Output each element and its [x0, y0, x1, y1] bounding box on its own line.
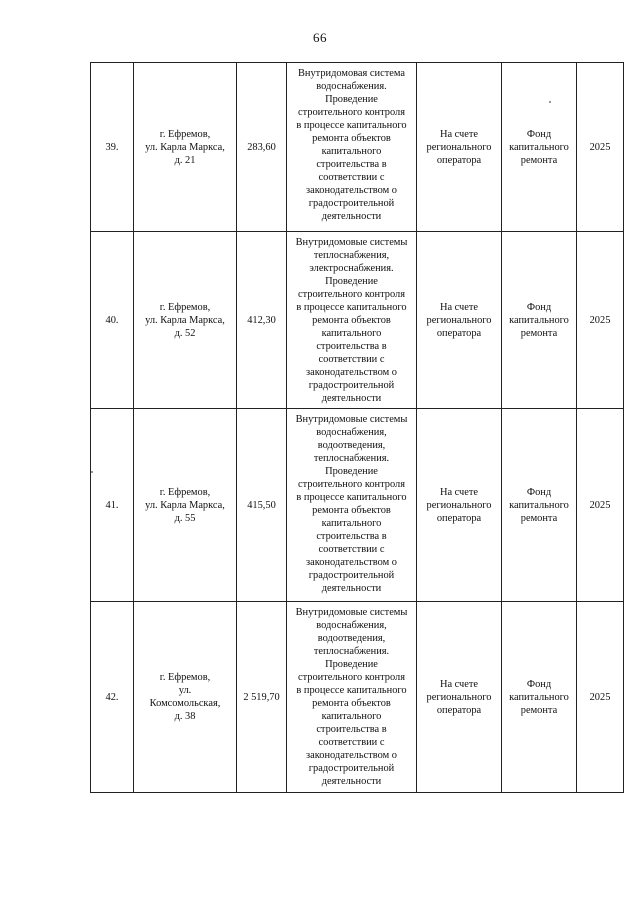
address-line: г. Ефремов,: [159, 486, 211, 498]
row-number: 41.: [91, 409, 134, 602]
table-row: [91, 409, 624, 602]
funding-source-cell: [502, 602, 577, 793]
year-cell: 2025: [577, 602, 624, 793]
source-line: капитального: [509, 499, 569, 511]
works-line: строительства в: [316, 159, 387, 170]
works-line: капитального: [321, 328, 382, 339]
works-line: теплоснабжения.: [313, 453, 390, 464]
works-line: строительного контроля: [297, 107, 406, 118]
works-line: Внутридомовые системы: [295, 607, 408, 618]
account-line: оператора: [436, 327, 482, 339]
works-line: водоотведения,: [317, 440, 386, 451]
year-cell: 2025: [577, 63, 624, 232]
works-cell: [287, 409, 417, 602]
works-line: электроснабжения.: [309, 263, 394, 274]
account-line: На счете: [439, 128, 479, 140]
address-line: д. 21: [174, 154, 196, 166]
works-line: законодательством о: [306, 557, 397, 568]
works-line: Проведение: [325, 94, 378, 105]
source-line: капитального: [509, 141, 569, 153]
table-row: [91, 232, 624, 409]
works-line: теплоснабжения.: [313, 646, 390, 657]
row-number: 40.: [91, 232, 134, 409]
works-line: градостроительной: [308, 198, 395, 209]
works-line: водоснабжения.: [316, 81, 387, 92]
works-line: строительства в: [316, 341, 387, 352]
works-line: в процессе капитального: [296, 685, 407, 696]
works-line: деятельности: [321, 776, 382, 787]
works-line: законодательством о: [306, 185, 397, 196]
account-line: оператора: [436, 704, 482, 716]
address-line: Комсомольская,: [149, 698, 221, 709]
address-cell: [134, 602, 237, 793]
works-line: водоснабжения,: [316, 427, 387, 438]
source-line: Фонд: [526, 301, 552, 313]
account-line: На счете: [439, 301, 479, 313]
works-line: соответствии с: [318, 172, 385, 183]
source-line: ремонта: [520, 154, 558, 166]
source-line: капитального: [509, 314, 569, 326]
works-line: градостроительной: [308, 763, 395, 774]
works-line: в процессе капитального: [296, 492, 407, 503]
works-line: строительного контроля: [297, 479, 406, 490]
works-line: соответствии с: [318, 544, 385, 555]
works-line: градостроительной: [308, 570, 395, 581]
source-line: ремонта: [520, 327, 558, 339]
works-line: ремонта объектов: [312, 315, 391, 326]
works-line: законодательством о: [306, 367, 397, 378]
source-line: капитального: [509, 691, 569, 703]
address-line: г. Ефремов,: [159, 672, 211, 683]
account-line: регионального: [426, 691, 492, 703]
source-line: Фонд: [526, 678, 552, 690]
works-line: ремонта объектов: [312, 698, 391, 709]
source-line: Фонд: [526, 486, 552, 498]
funding-source-cell: [502, 409, 577, 602]
works-line: ремонта объектов: [312, 133, 391, 144]
source-line: Фонд: [526, 128, 552, 140]
works-line: капитального: [321, 146, 382, 157]
account-cell: [417, 409, 502, 602]
works-line: деятельности: [321, 393, 382, 404]
address-line: г. Ефремов,: [159, 128, 211, 140]
address-cell: [134, 63, 237, 232]
address-line: д. 55: [174, 512, 196, 524]
area-cell: 283,60: [237, 63, 287, 232]
works-line: теплоснабжения,: [313, 250, 390, 261]
works-line: градостроительной: [308, 380, 395, 391]
address-line: г. Ефремов,: [159, 301, 211, 313]
works-line: капитального: [321, 711, 382, 722]
address-line: ул. Карла Маркса,: [145, 314, 225, 326]
works-line: Проведение: [325, 276, 378, 287]
funding-source-cell: [502, 232, 577, 409]
works-cell: [287, 232, 417, 409]
account-line: регионального: [426, 141, 492, 153]
table-row: [91, 602, 624, 793]
address-line: ул. Карла Маркса,: [145, 499, 225, 511]
year-cell: 2025: [577, 409, 624, 602]
address-line: ул.: [178, 685, 192, 696]
works-line: ремонта объектов: [312, 505, 391, 516]
account-line: На счете: [439, 486, 479, 498]
account-line: оператора: [436, 512, 482, 524]
funding-source-cell: [502, 63, 577, 232]
works-line: строительства в: [316, 531, 387, 542]
works-line: Внутридомовые системы: [295, 414, 408, 425]
works-line: Проведение: [325, 466, 378, 477]
row-number: 39.: [91, 63, 134, 232]
works-line: в процессе капитального: [296, 120, 407, 131]
works-line: строительного контроля: [297, 672, 406, 683]
account-line: регионального: [426, 314, 492, 326]
source-line: ремонта: [520, 512, 558, 524]
area-cell: 412,30: [237, 232, 287, 409]
works-line: строительного контроля: [297, 289, 406, 300]
works-line: строительства в: [316, 724, 387, 735]
address-cell: [134, 409, 237, 602]
works-line: деятельности: [321, 211, 382, 222]
address-cell: [134, 232, 237, 409]
address-line: ул. Карла Маркса,: [145, 141, 225, 153]
works-cell: [287, 602, 417, 793]
works-line: соответствии с: [318, 354, 385, 365]
works-line: капитального: [321, 518, 382, 529]
account-line: На счете: [439, 678, 479, 690]
works-line: соответствии с: [318, 737, 385, 748]
area-cell: 2 519,70: [237, 602, 287, 793]
works-line: водоотведения,: [317, 633, 386, 644]
capital-repair-table: [90, 62, 624, 793]
works-line: Внутридомовые системы: [295, 237, 408, 248]
year-cell: 2025: [577, 232, 624, 409]
account-cell: [417, 602, 502, 793]
works-line: водоснабжения,: [316, 620, 387, 631]
table-row: [91, 63, 624, 232]
area-cell: 415,50: [237, 409, 287, 602]
works-line: в процессе капитального: [296, 302, 407, 313]
row-number: 42.: [91, 602, 134, 793]
account-line: регионального: [426, 499, 492, 511]
works-line: деятельности: [321, 583, 382, 594]
works-line: Проведение: [325, 659, 378, 670]
works-line: Внутридомовая система: [298, 68, 405, 79]
account-cell: [417, 232, 502, 409]
page-number: 66: [313, 30, 327, 45]
works-cell: [287, 63, 417, 232]
address-line: д. 38: [174, 711, 196, 722]
address-line: д. 52: [174, 327, 196, 339]
works-line: законодательством о: [306, 750, 397, 761]
account-cell: [417, 63, 502, 232]
source-line: ремонта: [520, 704, 558, 716]
account-line: оператора: [436, 154, 482, 166]
